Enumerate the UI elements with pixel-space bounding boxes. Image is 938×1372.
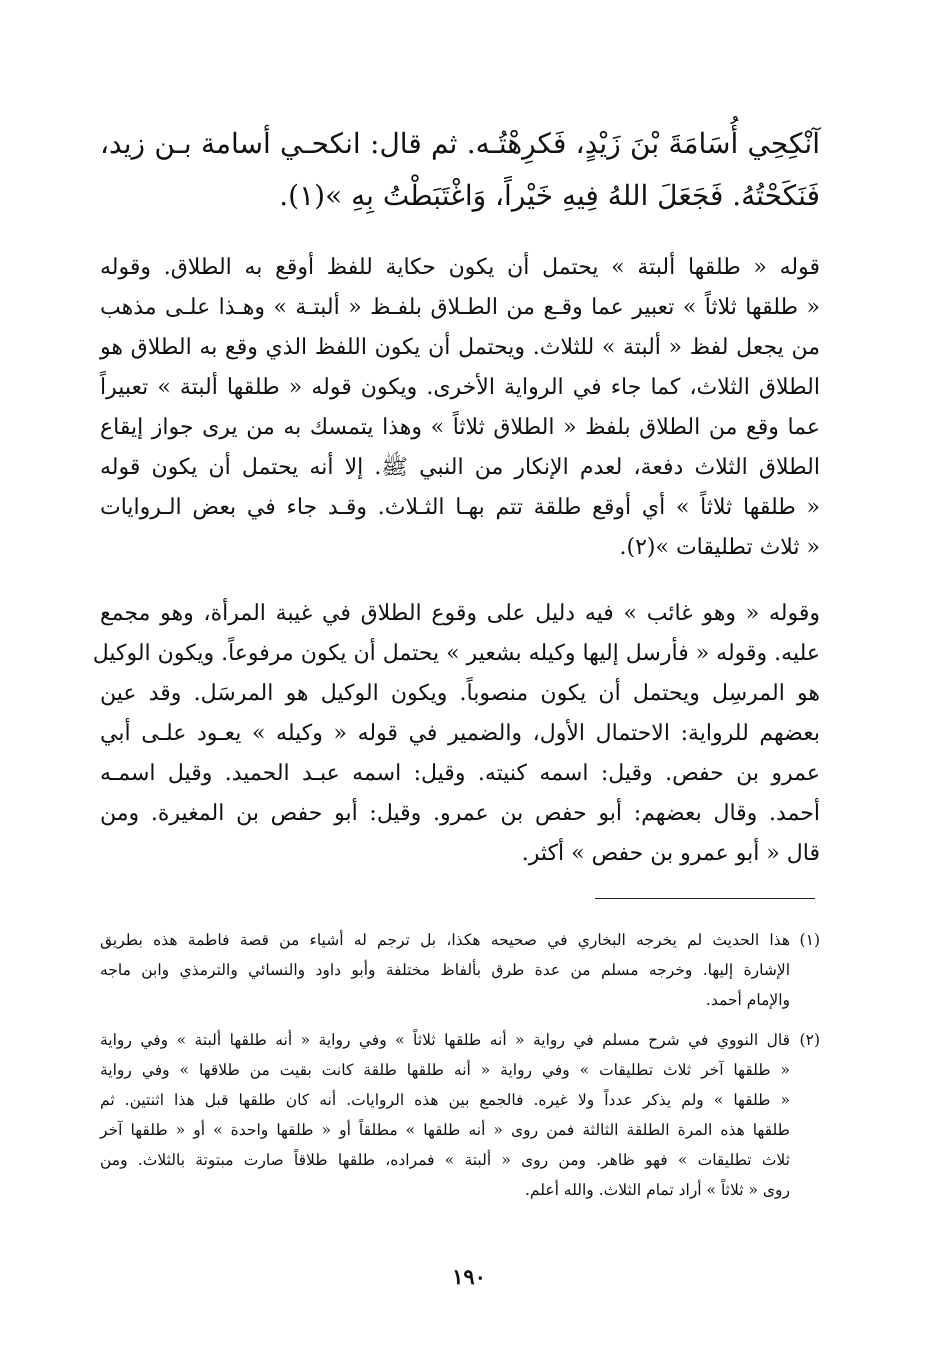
footnote-number: (٢) — [799, 1031, 820, 1049]
footnote-line: روى « ثلاثاً » أراد تمام الثلاث. والله أعلم. — [524, 1181, 790, 1199]
paragraph-line: بعضهم للرواية: الاحتمال الأول، والضمير في قوله « وكيله » يعـود علـى أبي — [100, 721, 820, 746]
page-number: ١٩٠ — [452, 1264, 486, 1289]
hadith-quote — [100, 118, 820, 222]
commentary-paragraph-2 — [92, 594, 820, 874]
footnote-line: « طلقها » ولم يذكر عدداً ولا غيره. فالجمع بين هذه الروايات. أنه كان طلقها قبل هذا اثنتين. ثم — [100, 1091, 790, 1109]
paragraph-line: قوله « طلقها ألبتة » يحتمل أن يكون حكاية للفظ أوقع به الطلاق. وقوله — [100, 255, 820, 280]
paragraph-line: الطلاق الثلاث دفعة، لعدم الإنكار من النبي ﷺ. إلا أنه يحتمل أن يكون قوله — [100, 455, 820, 480]
paragraph-line: قال « أبو عمرو بن حفص » أكثر. — [521, 841, 820, 866]
paragraph-line: وقوله « وهو غائب » فيه دليل على وقوع الطلاق في غيبة المرأة، وهو مجمع — [100, 601, 820, 626]
paragraph-line: عما وقع من الطلاق بلفظ « الطلاق ثلاثاً » وهذا يتمسك به من يرى جواز إيقاع — [100, 415, 820, 440]
paragraph-line: هو المرسِل ويحتمل أن يكون منصوباً. ويكون الوكيل هو المرسَل. وقد عين — [100, 681, 820, 706]
footnote-line: قال النووي في شرح مسلم في رواية « أنه طلقها ثلاثاً » وفي رواية « أنه طلقها ألبتة » وفي رواية — [100, 1031, 790, 1049]
footnote-line: هذا الحديث لم يخرجه البخاري في صحيحه هكذا، بل ترجم له أشياء من قصة فاطمة هذه بطريق — [100, 931, 790, 949]
footnote-line: طلقها هذه المرة الطلقة الثالثة فمن روى « أنه طلقها » مطلقاً أو « طلقها واحدة » أو « طلقها آخر — [100, 1121, 790, 1139]
paragraph-line: الطلاق الثلاث، كما جاء في الرواية الأخرى. ويكون قوله « طلقها ألبتة » تعبيراً — [100, 375, 820, 400]
paragraph-line: أحمد. وقال بعضهم: أبو حفص بن عمرو. وقيل: أبو حفص بن المغيرة. ومن — [100, 801, 820, 826]
footnote-line: « طلقها آخر ثلاث تطليقات » وفي رواية « أنه طلقها طلقة كانت بقيت من طلاقها » وفي رواية — [100, 1061, 790, 1079]
paragraph-line: عليه. وقوله « فأرسل إليها وكيله بشعير » يحتمل أن يكون مرفوعاً. ويكون الوكيل — [92, 641, 820, 666]
paragraph-line: « ثلاث تطليقات »(٢). — [619, 535, 820, 560]
footnotes — [100, 925, 820, 1205]
footnote-line: والإمام أحمد. — [705, 991, 790, 1009]
footnote-number: (١) — [799, 931, 820, 949]
paragraph-line: من يجعل لفظ « ألبتة » للثلاث. ويحتمل أن يكون اللفظ الذي وقع به الطلاق هو — [100, 335, 820, 360]
hadith-line: فَنَكَحْتُهُ. فَجَعَلَ اللهُ فِيهِ خَيْراً، وَاغْتَبَطْتُ بِهِ »(١). — [279, 179, 820, 212]
paragraph-line: عمرو بن حفص. وقيل: اسمه كنيته. وقيل: اسمه عبـد الحميد. وقيل اسمـه — [100, 761, 820, 786]
commentary-paragraph-1 — [100, 248, 820, 568]
main-text — [92, 118, 820, 874]
footnote-line: ثلاث تطليقات » فهو ظاهر. ومن روى « ألبتة » فمراده، طلقها طلاقاً صارت مبتوتة بالثلاث. ومن — [100, 1151, 790, 1169]
footnote-separator — [595, 898, 815, 899]
paragraph-line: « طلقها ثلاثاً » أي أوقع طلقة تتم بهـا الثـلاث. وقـد جاء في بعض الـروايات — [100, 495, 820, 520]
hadith-line: آنْكِحِي أُسَامَةَ بْنَ زَيْدٍ، فَكرِهْتُـه. ثم قال: انكحـي أسامة بـن زيد، — [100, 127, 820, 160]
paragraph-line: « طلقها ثلاثاً » تعبير عما وقـع من الطـلاق بلفـظ « ألبتـة » وهـذا علـى مذهب — [100, 295, 820, 320]
footnote-2 — [100, 1025, 820, 1205]
footnote-line: الإشارة إليها. وخرجه مسلم من عدة طرق بألفاظ مختلفة وأبو داود والنسائي والترمذي وابن ماجه — [100, 961, 790, 979]
footnote-1 — [100, 925, 820, 1015]
